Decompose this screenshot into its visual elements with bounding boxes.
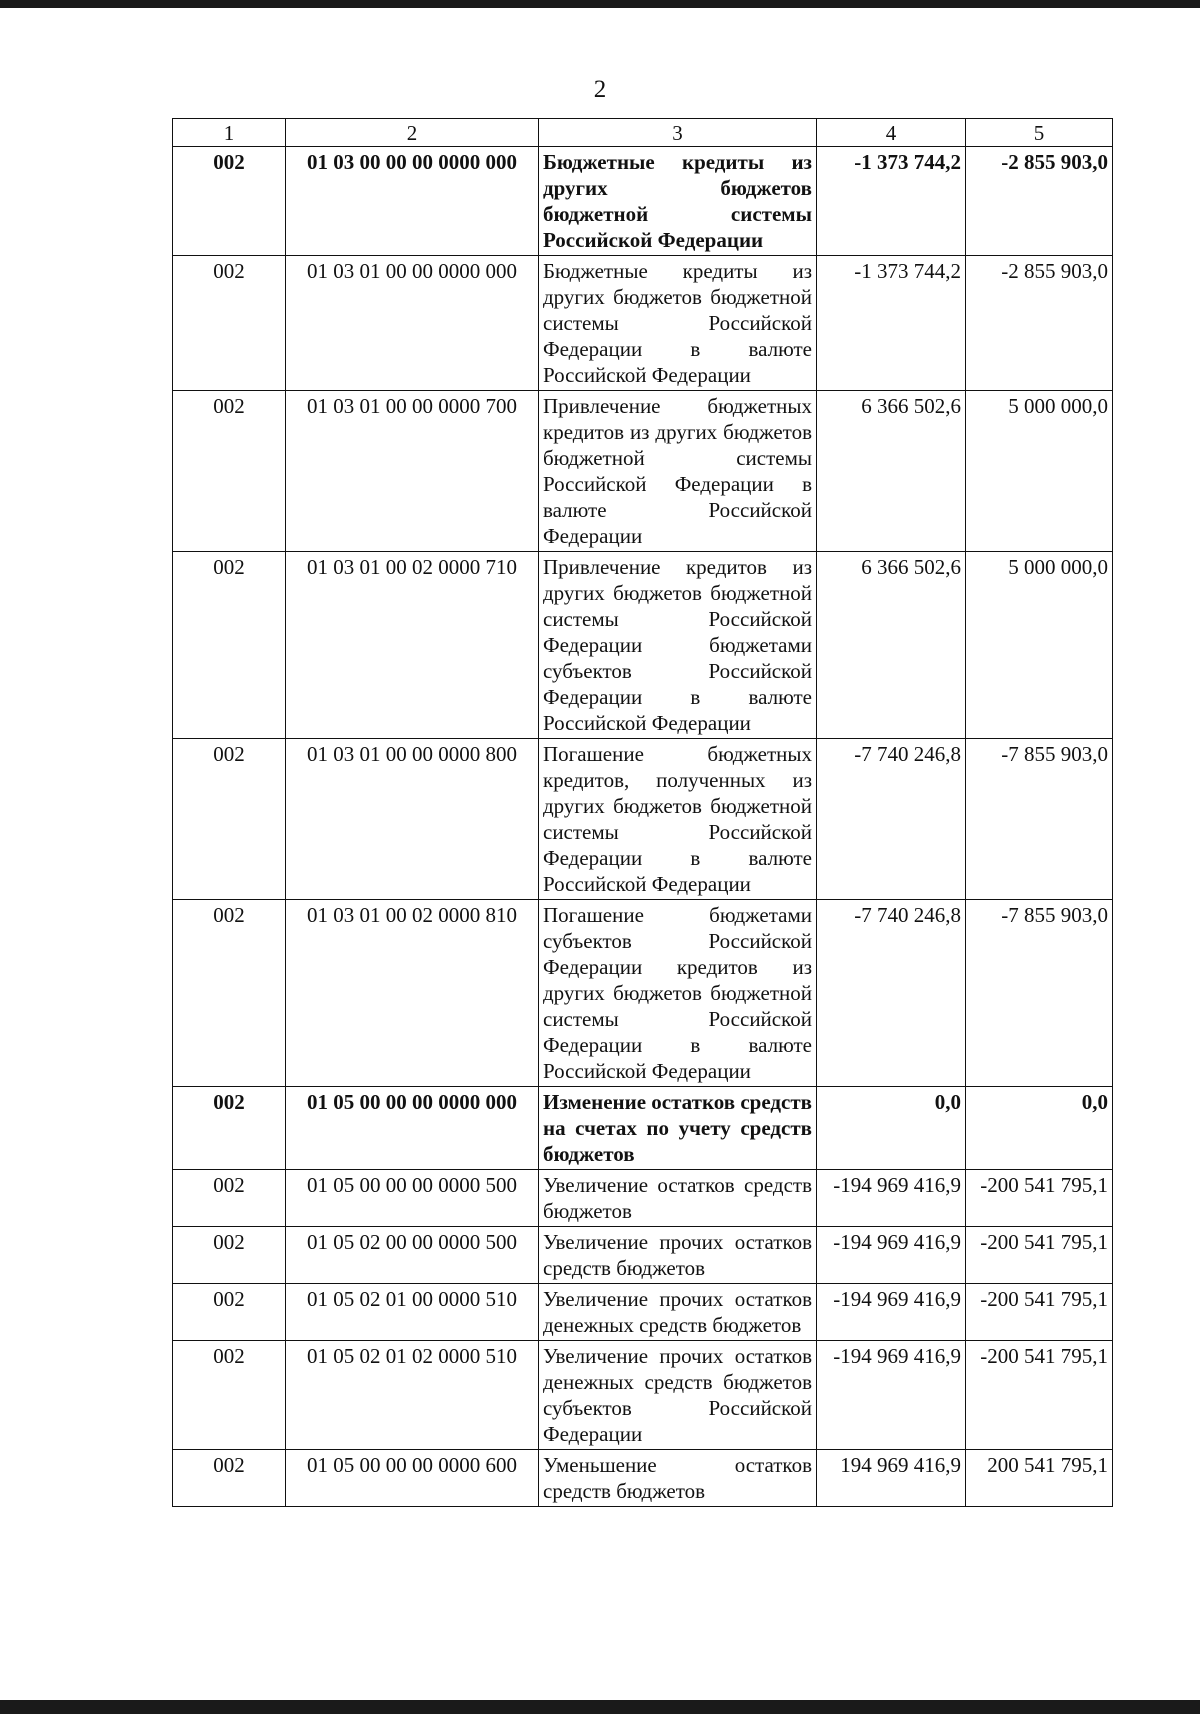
admin-code: 002: [173, 147, 286, 256]
item-name: Увеличение прочих остатков средств бюджетов: [539, 1227, 817, 1284]
table-row: [173, 552, 1113, 739]
amount-col4: 6 366 502,6: [817, 391, 966, 552]
amount-col4: -7 740 246,8: [817, 900, 966, 1087]
scan-top-border: [0, 0, 1200, 8]
table-row: [173, 147, 1113, 256]
page-number: 2: [593, 76, 607, 103]
amount-col5: -200 541 795,1: [966, 1341, 1113, 1450]
admin-code: 002: [173, 1087, 286, 1170]
item-name: Увеличение остатков средств бюджетов: [539, 1170, 817, 1227]
classification-code: 01 03 01 00 00 0000 700: [286, 391, 539, 552]
amount-col5: -200 541 795,1: [966, 1170, 1113, 1227]
amount-col5: -2 855 903,0: [966, 147, 1113, 256]
amount-col4: 6 366 502,6: [817, 552, 966, 739]
table-row: [173, 1087, 1113, 1170]
amount-col4: -1 373 744,2: [817, 147, 966, 256]
amount-col5: 5 000 000,0: [966, 391, 1113, 552]
classification-code: 01 03 01 00 02 0000 710: [286, 552, 539, 739]
item-name: Увеличение прочих остатков денежных средств бюджетов субъектов Российской Федерации: [539, 1341, 817, 1450]
admin-code: 002: [173, 1227, 286, 1284]
classification-code: 01 03 00 00 00 0000 000: [286, 147, 539, 256]
admin-code: 002: [173, 256, 286, 391]
amount-col5: -2 855 903,0: [966, 256, 1113, 391]
table-row: [173, 1284, 1113, 1341]
column-header-4: 4: [817, 119, 966, 147]
admin-code: 002: [173, 552, 286, 739]
amount-col5: -200 541 795,1: [966, 1284, 1113, 1341]
table-row: [173, 1450, 1113, 1507]
admin-code: 002: [173, 1284, 286, 1341]
item-name: Привлечение кредитов из других бюджетов бюджетной системы Российской Федерации бюджетами субъектов Российской Федерации в валюте Российской Федерации: [539, 552, 817, 739]
table-row: [173, 391, 1113, 552]
admin-code: 002: [173, 1450, 286, 1507]
admin-code: 002: [173, 1170, 286, 1227]
item-name: Погашение бюджетных кредитов, полученных из других бюджетов бюджетной системы Российской Федерации в валюте Российской Федерации: [539, 739, 817, 900]
amount-col5: -7 855 903,0: [966, 739, 1113, 900]
table-row: [173, 1341, 1113, 1450]
item-name: Уменьшение остатков средств бюджетов: [539, 1450, 817, 1507]
amount-col5: 5 000 000,0: [966, 552, 1113, 739]
budget-sources-table: [172, 118, 1113, 1507]
table-header-row: [173, 119, 1113, 147]
classification-code: 01 03 01 00 02 0000 810: [286, 900, 539, 1087]
classification-code: 01 05 00 00 00 0000 600: [286, 1450, 539, 1507]
table-row: [173, 739, 1113, 900]
admin-code: 002: [173, 391, 286, 552]
item-name: Погашение бюджетами субъектов Российской Федерации кредитов из других бюджетов бюджетной системы Российской Федерации в валюте Российской Федерации: [539, 900, 817, 1087]
item-name: Увеличение прочих остатков денежных средств бюджетов: [539, 1284, 817, 1341]
amount-col4: -7 740 246,8: [817, 739, 966, 900]
admin-code: 002: [173, 739, 286, 900]
item-name: Привлечение бюджетных кредитов из других бюджетов бюджетной системы Российской Федерации в валюте Российской Федерации: [539, 391, 817, 552]
amount-col5: 0,0: [966, 1087, 1113, 1170]
table-row: [173, 256, 1113, 391]
column-header-2: 2: [286, 119, 539, 147]
item-name: Бюджетные кредиты из других бюджетов бюджетной системы Российской Федерации в валюте Российской Федерации: [539, 256, 817, 391]
amount-col4: -194 969 416,9: [817, 1170, 966, 1227]
amount-col4: 194 969 416,9: [817, 1450, 966, 1507]
classification-code: 01 05 02 01 02 0000 510: [286, 1341, 539, 1450]
column-header-1: 1: [173, 119, 286, 147]
column-header-3: 3: [539, 119, 817, 147]
scan-bottom-border: [0, 1700, 1200, 1714]
table-row: [173, 1170, 1113, 1227]
amount-col4: -194 969 416,9: [817, 1227, 966, 1284]
amount-col4: -194 969 416,9: [817, 1284, 966, 1341]
amount-col5: 200 541 795,1: [966, 1450, 1113, 1507]
classification-code: 01 05 00 00 00 0000 500: [286, 1170, 539, 1227]
amount-col4: 0,0: [817, 1087, 966, 1170]
table-row: [173, 1227, 1113, 1284]
amount-col5: -7 855 903,0: [966, 900, 1113, 1087]
classification-code: 01 05 02 01 00 0000 510: [286, 1284, 539, 1341]
classification-code: 01 03 01 00 00 0000 000: [286, 256, 539, 391]
amount-col4: -194 969 416,9: [817, 1341, 966, 1450]
amount-col5: -200 541 795,1: [966, 1227, 1113, 1284]
classification-code: 01 05 00 00 00 0000 000: [286, 1087, 539, 1170]
column-header-5: 5: [966, 119, 1113, 147]
classification-code: 01 03 01 00 00 0000 800: [286, 739, 539, 900]
table-row: [173, 900, 1113, 1087]
admin-code: 002: [173, 900, 286, 1087]
classification-code: 01 05 02 00 00 0000 500: [286, 1227, 539, 1284]
amount-col4: -1 373 744,2: [817, 256, 966, 391]
admin-code: 002: [173, 1341, 286, 1450]
item-name: Бюджетные кредиты из других бюджетов бюджетной системы Российской Федерации: [539, 147, 817, 256]
item-name: Изменение остатков средств на счетах по учету средств бюджетов: [539, 1087, 817, 1170]
